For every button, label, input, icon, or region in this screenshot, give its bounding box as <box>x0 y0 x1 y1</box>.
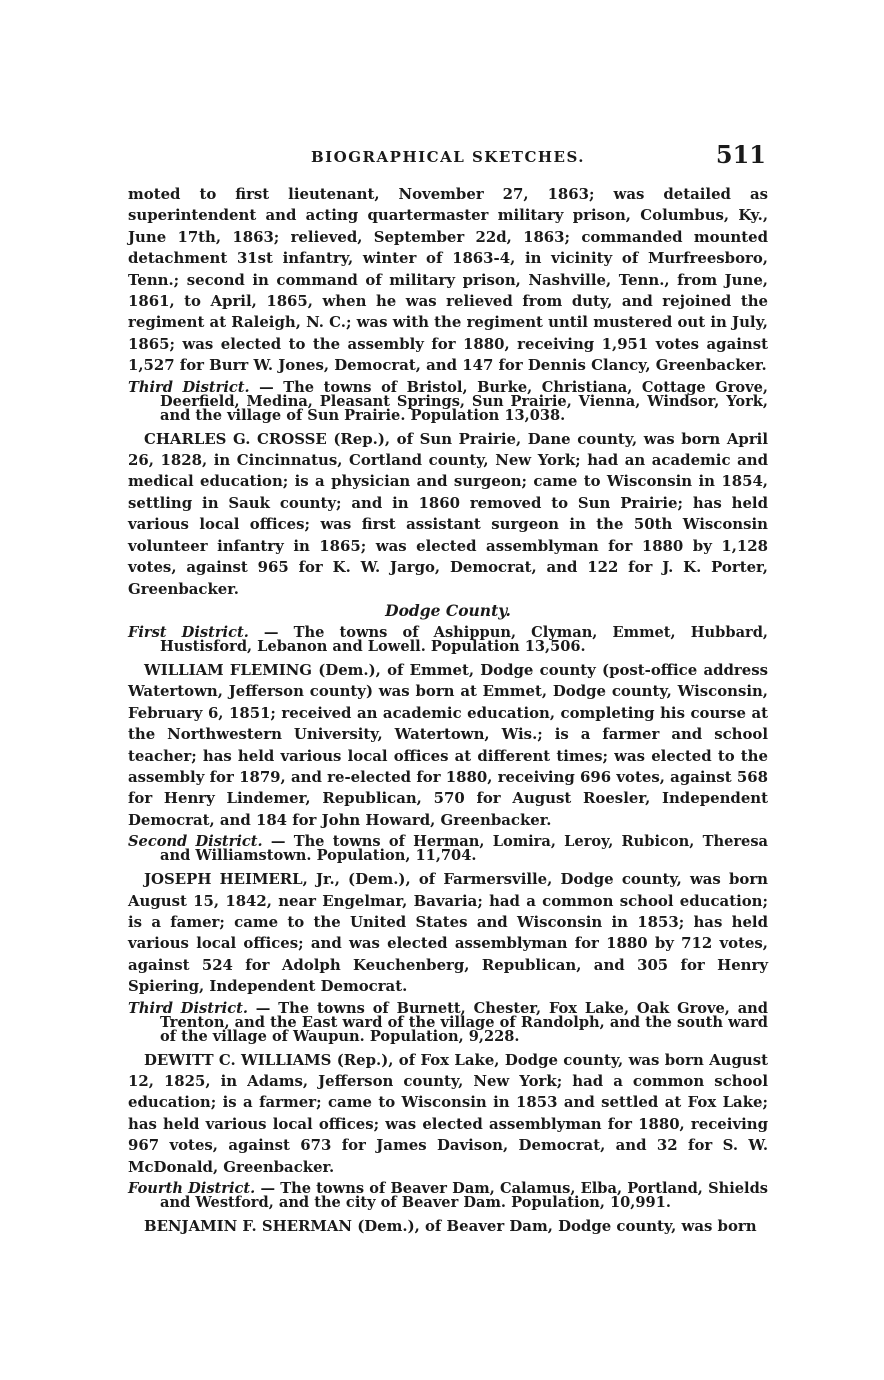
district-label: Third District. <box>128 999 248 1017</box>
district-label: Second District. <box>128 833 263 851</box>
district-label: First District. <box>128 623 249 641</box>
district-label: Fourth District. <box>128 1180 256 1198</box>
district-description: — The towns of Beaver Dam, Calamus, Elba, Portland, Shields and Westford, and the city of Beaver Dam. Population, 10,991. <box>160 1180 769 1212</box>
district-heading-third-dodge <box>128 999 768 1045</box>
book-page <box>128 140 768 1237</box>
district-heading-third-dane <box>128 378 768 424</box>
district-label: Third District. <box>128 378 250 396</box>
county-heading: Dodge County. <box>385 600 511 620</box>
district-description: — The towns of Bristol, Burke, Christiana, Cottage Grove, Deerfield, Medina, Pleasant Springs, Sun Prairie, Vienna, Windsor, York, and the village of Sun Prairie. Population 13,038. <box>160 378 768 424</box>
running-title: BIOGRAPHICAL SKETCHES. <box>310 148 586 166</box>
paragraph-continued: moted to first lieutenant, November 27, 1863; was detailed as superintendent and acting quartermaster military prison, Columbus, Ky., June 17th, 1863; relieved, September 22d, 1863; commanded mounted detachment 31st infantry, winter of 1863-4, in vicinity of Murfreesboro, Tenn.; second in command of military prison, Nashville, Tenn., from June, 1861, to April, 1865, when he was relieved from duty, and rejoined the regiment at Raleigh, N. C.; was with the regiment until mustered out in July, 1865; was elected to the assembly for 1880, receiving 1,951 votes against 1,527 for Burr W. Jones, Democrat, and 147 for Dennis Clancy, Greenbacker. <box>128 185 768 375</box>
biography-william-fleming: WILLIAM FLEMING (Dem.), of Emmet, Dodge county (post-office address Watertown, Jefferson county) was born at Emmet, Dodge county, Wisconsin, February 6, 1851; received an academic education, completing his course at the Northwestern University, Watertown, Wis.; is a farmer and school teacher; has held various local offices at different times; was elected to the assembly for 1879, and re-elected for 1880, receiving 696 votes, against 568 for Henry Lindemer, Republican, 570 for August Roesler, Independent Democrat, and 184 for John Howard, Greenbacker. <box>128 660 768 829</box>
district-heading-fourth <box>128 1182 768 1210</box>
district-description: — The towns of Burnett, Chester, Fox Lake, Oak Grove, and Trenton, and the East ward of the village of Randolph, and the south ward of the village of Waupun. Population, 9,228. <box>160 999 768 1045</box>
biography-benjamin-sherman: BENJAMIN F. SHERMAN (Dem.), of Beaver Dam, Dodge county, was born <box>144 1217 757 1236</box>
page-number: 511 <box>715 140 766 169</box>
district-heading-second <box>128 835 768 863</box>
district-description: — The towns of Ashippun, Clyman, Emmet, Hubbard, Hustisford, Lebanon and Lowell. Population 13,506. <box>160 623 768 655</box>
district-description: — The towns of Herman, Lomira, Leroy, Rubicon, Theresa and Williamstown. Population, 11,704. <box>160 833 768 865</box>
biography-charles-crosse: CHARLES G. CROSSE (Rep.), of Sun Prairie, Dane county, was born April 26, 1828, in Cincinnatus, Cortland county, New York; had an academic and medical education; is a physician and surgeon; came to Wisconsin in 1854, settling in Sauk county; and in 1860 removed to Sun Prairie; has held various local offices; was first assistant surgeon in the 50th Wisconsin volunteer infantry in 1865; was elected assemblyman for 1880 by 1,128 votes, against 965 for K. W. Jargo, Democrat, and 122 for J. K. Porter, Greenbacker. <box>128 429 768 598</box>
biography-dewitt-williams: DEWITT C. WILLIAMS (Rep.), of Fox Lake, Dodge county, was born August 12, 1825, in Adams, Jefferson county, New York; had a common school education; is a farmer; came to Wisconsin in 1853 and settled at Fox Lake; has held various local offices; was elected assemblyman for 1880, receiving 967 votes, against 673 for James Davison, Democrat, and 32 for S. W. McDonald, Greenbacker. <box>128 1050 768 1176</box>
biography-joseph-heimerl: JOSEPH HEIMERL, Jr., (Dem.), of Farmersville, Dodge county, was born August 15, 1842, near Engelmar, Bavaria; had a common school education; is a famer; came to the United States and Wisconsin in 1853; has held various local offices; and was elected assemblyman for 1880 by 712 votes, against 524 for Adolph Keuchenberg, Republican, and 305 for Henry Spiering, Independent Democrat. <box>128 870 768 996</box>
body-text <box>128 184 768 1237</box>
district-heading-first <box>128 623 768 655</box>
running-head <box>128 140 768 184</box>
